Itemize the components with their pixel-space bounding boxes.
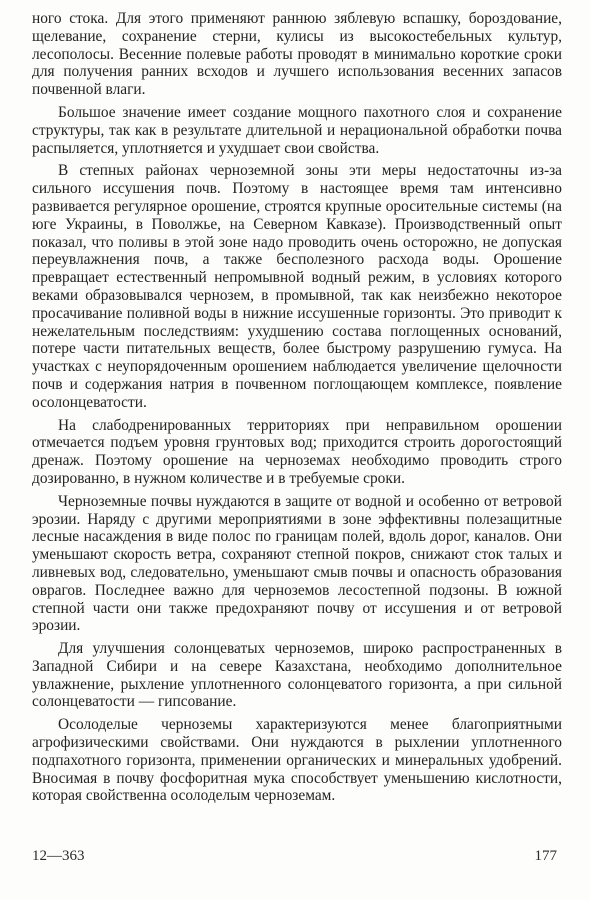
page-number: 177 bbox=[534, 848, 557, 864]
printer-signature: 12—363 bbox=[32, 848, 85, 864]
paragraph-erosion-protection: Черноземные почвы нуждаются в защите от водной и особенно от ветровой эрозии. Наряду с другими мероприятиями в зоне эффективны полезащитные лесные насаждения в виде полос по границам полей, вдоль дорог, каналов. Они уменьшают скорость ветра, сохраняют степной покров, снижают сток талых и ливневых вод, следовательно, уменьшают смыв почвы и опасность образования оврагов. Последнее важно для черноземов лесостепной подзоны. В южной степной части они также предохраняют почву от иссушения и от ветровой эрозии. bbox=[32, 492, 562, 635]
paragraph-drainage: На слабодренированных территориях при неправильном орошении отмечается подъем уровня грунтовых вод; приходится строить дорогостоящий дренаж. Поэтому орошение на черноземах необходимо проводить строго дозированно, в нужном количестве и в требуемые сроки. bbox=[32, 416, 562, 487]
paragraph-plow-layer: Большое значение имеет создание мощного пахотного слоя и сохранение структуры, так как в результате длительной и нерациональной обработки почва распыляется, уплотняется и ухудшает свои свойства. bbox=[32, 103, 562, 157]
paragraph-solodized-chernozems: Осолоделые черноземы характеризуются менее благоприятными агрофизическими свойствами. Они нуждаются в рыхлении уплотненного подпахотного горизонта, применении органических и минеральных удобрений. Вносимая в почву фосфоритная мука способствует уменьшению кислотности, которая свойственна осолоделым черноземам. bbox=[32, 716, 562, 805]
paragraph-continued-runoff: ного стока. Для этого применяют раннюю зяблевую вспашку, бороздование, щелевание, сохранение стерни, кулисы из высокостебельных культур, лесополосы. Весенние полевые работы проводят в минимально короткие сроки для получения ранних всходов и лучшего использования весенних запасов почвенной влаги. bbox=[32, 10, 562, 99]
paragraph-irrigation: В степных районах черноземной зоны эти меры недостаточны из-за сильного иссушения почв. Поэтому в настоящее время там интенсивно развивается регулярное орошение, строятся крупные оросительные системы (на юге Украины, в Поволжье, на Северном Кавказе). Производственный опыт показал, что поливы в этой зоне надо проводить очень осторожно, не допуская переувлажнения почв, а также бесполезного расхода воды. Орошение превращает естественный непромывной водный режим, в условиях которого веками образовывался чернозем, в промывной, так как неизбежно некоторое просачивание поливной воды в нижние иссушенные горизонты. Это приводит к нежелательным последствиям: ухудшению состава поглощенных оснований, потере части питательных веществ, более быстрому разрушению гумуса. На участках с неупорядоченным орошением наблюдается увеличение щелочности почв и содержания натрия в почвенном поглощающем комплексе, появление осолонцеватости. bbox=[32, 162, 562, 411]
text-column bbox=[32, 10, 562, 810]
paragraph-solonetzic-chernozems: Для улучшения солонцеватых черноземов, широко распространенных в Западной Сибири и на севере Казахстана, необходимо дополнительное увлажнение, рыхление уплотненного солонцеватого горизонта, а при сильной солонцеватости — гипсование. bbox=[32, 640, 562, 711]
